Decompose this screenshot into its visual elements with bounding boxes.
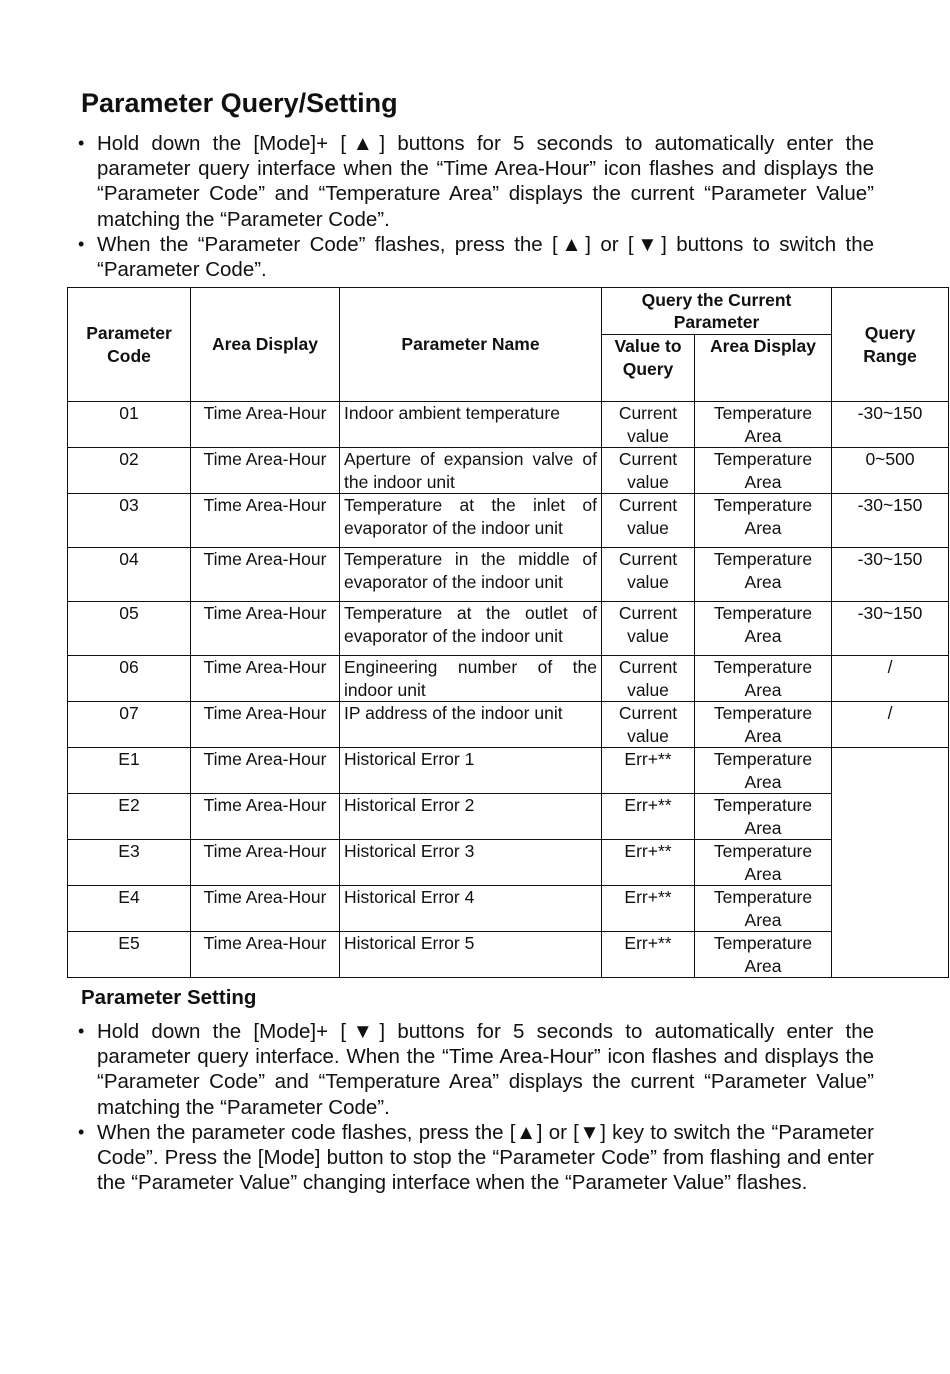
query-bullet-2: • When the “Parameter Code” flashes, press the [▲] or [▼] buttons to switch the “Parameter Code”.	[78, 232, 874, 282]
row-range: -30~150	[832, 402, 949, 448]
table-row	[68, 494, 949, 548]
row-value: Current value	[602, 548, 695, 602]
row-parameter-name: Historical Error 4	[340, 886, 602, 932]
row-display: Temperature Area	[695, 886, 832, 932]
row-value: Err+**	[602, 932, 695, 978]
table-row	[68, 932, 949, 978]
page-title: Parameter Query/Setting	[81, 88, 398, 118]
table-row	[68, 840, 949, 886]
row-range: -30~150	[832, 494, 949, 548]
row-display: Temperature Area	[695, 602, 832, 656]
query-instructions	[78, 131, 874, 282]
parameter-table	[67, 287, 949, 978]
row-area-display: Time Area-Hour	[191, 602, 340, 656]
row-value: Err+**	[602, 886, 695, 932]
row-code: 04	[68, 548, 191, 602]
table-row	[68, 886, 949, 932]
row-value: Current value	[602, 702, 695, 748]
table-row	[68, 702, 949, 748]
row-parameter-name: Temperature at the outlet of evaporator of the indoor unit	[340, 602, 602, 656]
row-display: Temperature Area	[695, 448, 832, 494]
header-parameter-code: Parameter Code	[68, 288, 191, 402]
row-area-display: Time Area-Hour	[191, 656, 340, 702]
row-value: Current value	[602, 448, 695, 494]
row-code: E5	[68, 932, 191, 978]
setting-instructions	[78, 1019, 874, 1195]
row-code: 05	[68, 602, 191, 656]
row-display: Temperature Area	[695, 656, 832, 702]
header-value-to-query: Value to Query	[602, 335, 695, 402]
row-display: Temperature Area	[695, 932, 832, 978]
row-parameter-name: Temperature in the middle of evaporator of the indoor unit	[340, 548, 602, 602]
row-code: 01	[68, 402, 191, 448]
row-code: 03	[68, 494, 191, 548]
table-row	[68, 402, 949, 448]
row-code: 02	[68, 448, 191, 494]
header-area-display: Area Display	[191, 288, 340, 402]
table-row	[68, 448, 949, 494]
table-row	[68, 748, 949, 794]
query-bullet-1: • Hold down the [Mode]+ [▲] buttons for 5 seconds to automatically enter the parameter query interface when the “Time Area-Hour” icon flashes and displays the “Parameter Code” and “Temperature Area” displays the current “Parameter Value” matching the “Parameter Code”.	[78, 131, 874, 232]
header-query-current: Query the Current Parameter	[602, 288, 832, 335]
row-range: /	[832, 702, 949, 748]
row-area-display: Time Area-Hour	[191, 548, 340, 602]
row-code: 06	[68, 656, 191, 702]
row-value: Err+**	[602, 794, 695, 840]
row-range: -30~150	[832, 602, 949, 656]
row-parameter-name: Historical Error 3	[340, 840, 602, 886]
row-display: Temperature Area	[695, 702, 832, 748]
row-parameter-name: Indoor ambient temperature	[340, 402, 602, 448]
header-parameter-name: Parameter Name	[340, 288, 602, 402]
row-value: Current value	[602, 402, 695, 448]
row-display: Temperature Area	[695, 840, 832, 886]
row-display: Temperature Area	[695, 748, 832, 794]
header-area-display-sub: Area Display	[695, 335, 832, 402]
setting-bullet-1: • Hold down the [Mode]+ [▼] buttons for 5 seconds to automatically enter the parameter query interface. When the “Time Area-Hour” icon flashes and displays the “Parameter Code” and “Temperature Area” displays the current “Parameter Value” matching the “Parameter Code”.	[78, 1019, 874, 1120]
row-parameter-name: Historical Error 5	[340, 932, 602, 978]
row-parameter-name: Temperature at the inlet of evaporator of the indoor unit	[340, 494, 602, 548]
row-area-display: Time Area-Hour	[191, 840, 340, 886]
row-parameter-name: Historical Error 1	[340, 748, 602, 794]
table-row	[68, 602, 949, 656]
row-display: Temperature Area	[695, 794, 832, 840]
row-display: Temperature Area	[695, 548, 832, 602]
table-row	[68, 656, 949, 702]
row-area-display: Time Area-Hour	[191, 794, 340, 840]
row-area-display: Time Area-Hour	[191, 748, 340, 794]
row-parameter-name: Historical Error 2	[340, 794, 602, 840]
row-range: /	[832, 656, 949, 702]
row-display: Temperature Area	[695, 494, 832, 548]
row-range: -30~150	[832, 548, 949, 602]
row-area-display: Time Area-Hour	[191, 494, 340, 548]
row-parameter-name: Aperture of expansion valve of the indoor unit	[340, 448, 602, 494]
row-parameter-name: IP address of the indoor unit	[340, 702, 602, 748]
row-range-merged	[832, 748, 949, 978]
row-area-display: Time Area-Hour	[191, 448, 340, 494]
row-value: Current value	[602, 494, 695, 548]
row-area-display: Time Area-Hour	[191, 402, 340, 448]
row-value: Current value	[602, 602, 695, 656]
row-value: Current value	[602, 656, 695, 702]
row-range: 0~500	[832, 448, 949, 494]
row-area-display: Time Area-Hour	[191, 886, 340, 932]
row-value: Err+**	[602, 840, 695, 886]
row-display: Temperature Area	[695, 402, 832, 448]
row-code: 07	[68, 702, 191, 748]
header-query-range: Query Range	[832, 288, 949, 402]
section-title-parameter-setting: Parameter Setting	[81, 986, 257, 1009]
row-area-display: Time Area-Hour	[191, 932, 340, 978]
row-value: Err+**	[602, 748, 695, 794]
table-row	[68, 548, 949, 602]
setting-bullet-2: • When the parameter code flashes, press the [▲] or [▼] key to switch the “Parameter Code”. Press the [Mode] button to stop the “Parameter Code” from flashing and enter the “Parameter Value” changing interface when the “Parameter Value” flashes.	[78, 1120, 874, 1196]
row-area-display: Time Area-Hour	[191, 702, 340, 748]
row-parameter-name: Engineering number of the indoor unit	[340, 656, 602, 702]
row-code: E4	[68, 886, 191, 932]
row-code: E1	[68, 748, 191, 794]
row-code: E2	[68, 794, 191, 840]
row-code: E3	[68, 840, 191, 886]
table-row	[68, 794, 949, 840]
